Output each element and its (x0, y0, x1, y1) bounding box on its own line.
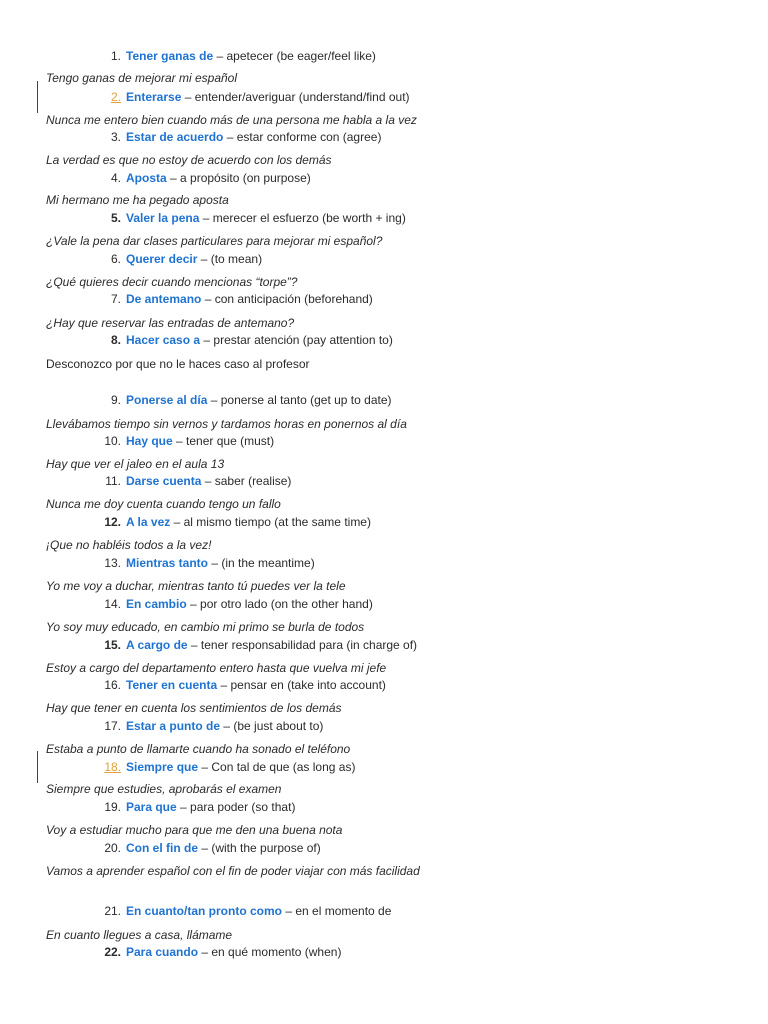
example-sentence: Nunca me entero bien cuando más de una persona me habla a la vez (46, 113, 417, 127)
entry-definition: – tener que (must) (172, 434, 275, 448)
example-sentence: ¿Qué quieres decir cuando mencionas “torpe”? (46, 275, 298, 289)
entry-number: 9. (110, 393, 121, 407)
entry-text (126, 944, 341, 960)
entry-text (126, 596, 373, 612)
example-sentence: Hay que ver el jaleo en el aula 13 (46, 457, 225, 471)
entry-term: En cambio (126, 597, 187, 611)
change-bar (37, 81, 38, 113)
entry-number: 13. (104, 556, 121, 570)
entry-term: En cuanto/tan pronto como (126, 904, 282, 918)
entry-text (126, 903, 391, 919)
entry-text (126, 291, 373, 307)
example-sentence: Vamos a aprender español con el fin de poder viajar con más facilidad (46, 864, 420, 878)
example-sentence: Llevábamos tiempo sin vernos y tardamos horas en ponernos al día (46, 417, 407, 431)
example-sentence: Tengo ganas de mejorar mi español (46, 71, 238, 85)
entry-term: Estar a punto de (126, 719, 221, 733)
entry-term: De antemano (126, 292, 202, 306)
entry-text (126, 514, 371, 530)
entry-definition: – Con tal de que (as long as) (198, 760, 356, 774)
entry-number: 1. (110, 49, 121, 63)
entry-text (126, 251, 262, 267)
entry-number: 16. (104, 678, 121, 692)
entry-definition: – apetecer (be eager/feel like) (213, 49, 376, 63)
entry-definition: – (in the meantime) (208, 556, 315, 570)
entry-definition: – al mismo tiempo (at the same time) (170, 515, 371, 529)
example-sentence: ¡Que no habléis todos a la vez! (46, 538, 212, 552)
entry-number: 2. (110, 90, 121, 104)
entry-number: 20. (104, 841, 121, 855)
entry-number: 17. (104, 719, 121, 733)
entry-term: Estar de acuerdo (126, 130, 224, 144)
entry-definition: – por otro lado (on the other hand) (186, 597, 373, 611)
entry-number: 18. (104, 760, 121, 774)
entry-definition: – tener responsabilidad para (in charge of) (187, 638, 418, 652)
entry-number: 5. (110, 211, 121, 225)
entry-term: Querer decir (126, 252, 198, 266)
entry-definition: – entender/averiguar (understand/find out) (181, 90, 410, 104)
entry-number: 8. (110, 333, 121, 347)
entry-term: Con el fin de (126, 841, 198, 855)
entry-number: 22. (104, 945, 121, 959)
entry-term: Mientras tanto (126, 556, 209, 570)
entry-number: 21. (104, 904, 121, 918)
entry-number: 7. (110, 292, 121, 306)
entry-text (126, 473, 291, 489)
entry-number: 10. (104, 434, 121, 448)
entry-term: Tener en cuenta (126, 678, 218, 692)
entry-text (126, 332, 393, 348)
entry-number: 3. (110, 130, 121, 144)
entry-definition: – para poder (so that) (176, 800, 296, 814)
entry-definition: – ponerse al tanto (get up to date) (207, 393, 392, 407)
entry-definition: – prestar atención (pay attention to) (200, 333, 393, 347)
entry-text (126, 392, 392, 408)
example-sentence: Estaba a punto de llamarte cuando ha sonado el teléfono (46, 742, 351, 756)
example-sentence: Desconozco por que no le haces caso al profesor (46, 357, 310, 371)
entry-text (126, 555, 315, 571)
example-sentence: ¿Vale la pena dar clases particulares para mejorar mi español? (46, 234, 383, 248)
entry-term: A la vez (126, 515, 171, 529)
example-sentence: Nunca me doy cuenta cuando tengo un fallo (46, 497, 281, 511)
entry-definition: – con anticipación (beforehand) (201, 292, 373, 306)
entry-text (126, 170, 311, 186)
entry-text (126, 89, 410, 105)
entry-number: 11. (105, 474, 121, 488)
entry-definition: – (to mean) (197, 252, 263, 266)
entry-term: Siempre que (126, 760, 199, 774)
entry-term: Aposta (126, 171, 167, 185)
entry-definition: – (with the purpose of) (198, 841, 321, 855)
entry-text (126, 48, 376, 64)
entry-text (126, 759, 355, 775)
example-sentence: Voy a estudiar mucho para que me den una buena nota (46, 823, 343, 837)
entry-term: Para que (126, 800, 177, 814)
example-sentence: Siempre que estudies, aprobarás el examen (46, 782, 282, 796)
entry-text (126, 799, 295, 815)
entry-definition: – estar conforme con (agree) (223, 130, 382, 144)
example-sentence: ¿Hay que reservar las entradas de antemano? (46, 316, 295, 330)
entry-text (126, 129, 381, 145)
change-bar (37, 751, 38, 783)
entry-text (126, 433, 274, 449)
example-sentence: La verdad es que no estoy de acuerdo con los demás (46, 153, 332, 167)
entry-term: Darse cuenta (126, 474, 202, 488)
entry-term: Para cuando (126, 945, 199, 959)
entry-definition: – a propósito (on purpose) (166, 171, 311, 185)
entry-term: Enterarse (126, 90, 182, 104)
entry-text (126, 637, 417, 653)
entry-number: 4. (110, 171, 121, 185)
entry-definition: – en qué momento (when) (198, 945, 342, 959)
entry-number: 6. (110, 252, 121, 266)
entry-definition: – merecer el esfuerzo (be worth + ing) (199, 211, 406, 225)
entry-term: Tener ganas de (126, 49, 214, 63)
example-sentence: Hay que tener en cuenta los sentimientos de los demás (46, 701, 342, 715)
entry-text (126, 677, 386, 693)
entry-definition: – (be just about to) (220, 719, 324, 733)
entry-text (126, 210, 406, 226)
entry-definition: – en el momento de (282, 904, 392, 918)
entry-term: Valer la pena (126, 211, 200, 225)
entry-text (126, 840, 321, 856)
example-sentence: Yo me voy a duchar, mientras tanto tú puedes ver la tele (46, 579, 346, 593)
entry-term: Hay que (126, 434, 173, 448)
example-sentence: Mi hermano me ha pegado aposta (46, 193, 229, 207)
entry-term: Ponerse al día (126, 393, 208, 407)
entry-number: 15. (104, 638, 121, 652)
entry-term: A cargo de (126, 638, 188, 652)
entry-term: Hacer caso a (126, 333, 201, 347)
entry-number: 19. (104, 800, 121, 814)
entry-number: 14. (104, 597, 121, 611)
entry-definition: – saber (realise) (201, 474, 292, 488)
entry-definition: – pensar en (take into account) (217, 678, 386, 692)
entry-number: 12. (104, 515, 121, 529)
example-sentence: En cuanto llegues a casa, llámame (46, 928, 233, 942)
example-sentence: Estoy a cargo del departamento entero hasta que vuelva mi jefe (46, 661, 387, 675)
entry-text (126, 718, 323, 734)
example-sentence: Yo soy muy educado, en cambio mi primo se burla de todos (46, 620, 365, 634)
